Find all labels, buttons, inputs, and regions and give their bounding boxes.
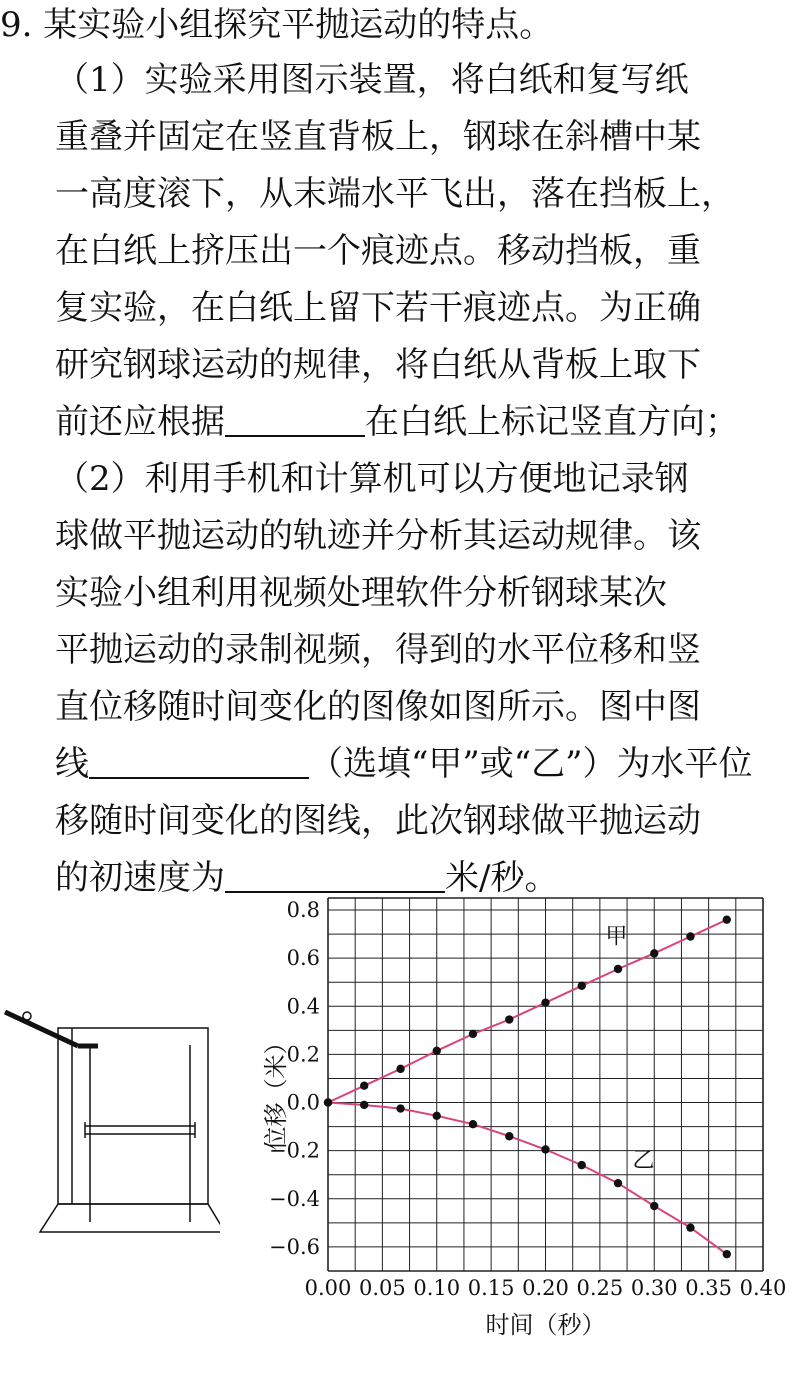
answer-blank-1[interactable] (225, 405, 365, 437)
x-tick-label: 0.15 (467, 1276, 515, 1300)
base (40, 1204, 220, 1232)
question-line-11: 实验小组利用视频处理软件分析钢球某次 (55, 573, 667, 613)
y-tick-label: 0.8 (286, 898, 320, 923)
data-point-jia (469, 1030, 477, 1038)
question-line-8-end: 在白纸上标记竖直方向； (365, 402, 739, 442)
question-line-6: 复实验，在白纸上留下若干痕迹点。为正确 (55, 288, 701, 328)
x-tick-label: 0.20 (522, 1276, 569, 1300)
question-line-14 (55, 739, 753, 789)
question-line-7: 研究钢球运动的规律，将白纸从背板上取下 (55, 345, 701, 385)
series-line-jia (328, 920, 727, 1103)
question-line-15: 移随时间变化的图线，此次钢球做平抛运动 (55, 801, 701, 841)
question-line-14-end: （选填“甲”或“乙”）为水平位 (309, 744, 753, 784)
y-tick-label: 0.2 (286, 1042, 320, 1067)
apparatus-diagram (0, 1000, 220, 1240)
data-point-jia (396, 1065, 404, 1073)
y-tick-label: −0.4 (269, 1186, 320, 1211)
chute (5, 1012, 78, 1046)
y-tick-label: 0.4 (286, 994, 320, 1019)
data-point-jia (614, 965, 622, 973)
chart-grid (328, 898, 763, 1271)
series-line-yi (328, 1103, 727, 1255)
data-point-jia (578, 982, 586, 990)
data-point-yi (505, 1132, 513, 1140)
question-line-14-start: 线 (55, 744, 89, 784)
question-line-9: （2）利用手机和计算机可以方便地记录钢 (55, 459, 689, 499)
data-point-yi (396, 1104, 404, 1112)
chart-points (324, 915, 731, 1258)
question-line-12: 平抛运动的录制视频，得到的水平位移和竖 (55, 630, 701, 670)
question-line-3: 重叠并固定在竖直背板上，钢球在斜槽中某 (55, 117, 701, 157)
data-point-yi (469, 1120, 477, 1128)
data-point-jia (541, 998, 549, 1006)
x-tick-label: 0.40 (739, 1276, 787, 1300)
question-line-16-end: 米/秒。 (445, 858, 559, 898)
data-point-jia (360, 1082, 368, 1090)
x-tick-label: 0.10 (413, 1276, 461, 1300)
displacement-time-chart (260, 895, 805, 1365)
data-point-jia (723, 915, 731, 923)
back-board (58, 1028, 208, 1204)
data-point-yi (650, 1202, 658, 1210)
x-tick-label: 0.00 (304, 1276, 352, 1300)
data-point-yi (360, 1101, 368, 1109)
y-tick-label: −0.2 (269, 1138, 320, 1163)
question-line-1: 9. 某实验小组探究平抛运动的特点。 (0, 5, 554, 45)
data-point-yi (723, 1250, 731, 1258)
x-tick-label: 0.25 (576, 1276, 624, 1300)
data-point-yi (433, 1112, 441, 1120)
y-tick-label: −0.6 (269, 1234, 320, 1259)
data-point-jia (433, 1047, 441, 1055)
chart-curves (328, 920, 727, 1254)
x-tick-label: 0.35 (685, 1276, 733, 1300)
y-tick-label: 0.0 (286, 1090, 320, 1115)
question-line-8-start: 前还应根据 (55, 402, 225, 442)
x-tick-label: 0.05 (358, 1276, 406, 1300)
y-tick-label: 0.6 (286, 946, 320, 971)
steel-ball (23, 1012, 31, 1020)
answer-blank-2[interactable] (89, 747, 309, 779)
x-axis-label: 时间（秒） (485, 1311, 606, 1339)
series-label-jia: 甲 (605, 924, 628, 950)
data-point-jia (505, 1015, 513, 1023)
data-point-jia (650, 949, 658, 957)
question-line-8 (55, 397, 739, 447)
data-point-yi (324, 1098, 332, 1106)
data-point-yi (614, 1179, 622, 1187)
question-line-4: 一高度滚下，从末端水平飞出，落在挡板上， (55, 174, 735, 214)
question-line-2: （1）实验采用图示装置，将白纸和复写纸 (55, 60, 689, 100)
question-line-16-start: 的初速度为 (55, 858, 225, 898)
y-axis-label: 位移（米） (262, 1030, 290, 1151)
series-label-yi: 乙 (632, 1148, 655, 1174)
x-tick-label: 0.30 (630, 1276, 678, 1300)
answer-blank-3[interactable] (225, 861, 445, 893)
data-point-yi (578, 1161, 586, 1169)
question-line-5: 在白纸上挤压出一个痕迹点。移动挡板，重 (55, 231, 701, 271)
question-line-10: 球做平抛运动的轨迹并分析其运动规律。该 (55, 516, 701, 556)
data-point-jia (686, 932, 694, 940)
data-point-yi (541, 1145, 549, 1153)
data-point-yi (686, 1223, 694, 1231)
question-line-13: 直位移随时间变化的图像如图所示。图中图 (55, 687, 701, 727)
